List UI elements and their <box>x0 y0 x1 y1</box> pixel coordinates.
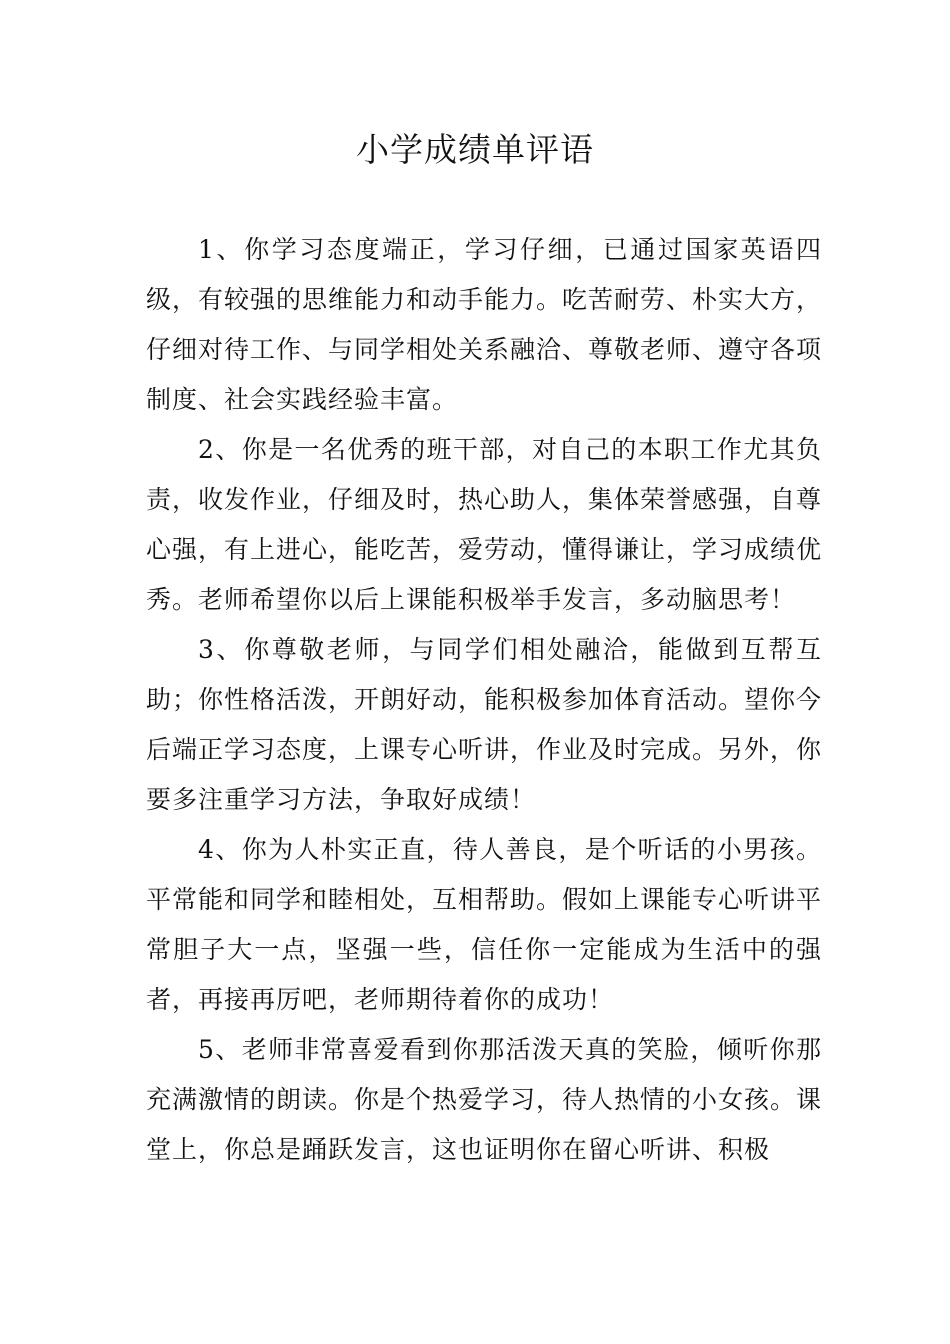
comment-paragraph-4: 4、你为人朴实正直，待人善良，是个听话的小男孩。平常能和同学和睦相处，互相帮助。假如上课能专心听讲平常胆子大一点，坚强一些，信任你一定能成为生活中的强者，再接再厉吧，老师期待着你的成功！ <box>146 835 823 1014</box>
comment-paragraph-2: 2、你是一名优秀的班干部，对自己的本职工作尤其负责，收发作业，仔细及时，热心助人，集体荣誉感强，自尊心强，有上进心，能吃苦，爱劳动，懂得谦让，学习成绩优秀。老师希望你以后上课能积极举手发言，多动脑思考！ <box>146 435 823 614</box>
document-body <box>146 225 822 1175</box>
document-title: 小学成绩单评语 <box>356 130 594 169</box>
comment-paragraph-1: 1、你学习态度端正，学习仔细，已通过国家英语四级，有较强的思维能力和动手能力。吃苦耐劳、朴实大方，仔细对待工作、与同学相处关系融洽、尊敬老师、遵守各项制度、社会实践经验丰富。 <box>146 235 823 414</box>
comment-paragraph-3: 3、你尊敬老师，与同学们相处融洽，能做到互帮互助；你性格活泼，开朗好动，能积极参加体育活动。望你今后端正学习态度，上课专心听讲，作业及时完成。另外，你要多注重学习方法，争取好成绩！ <box>146 635 823 814</box>
comment-paragraph-5: 5、老师非常喜爱看到你那活泼天真的笑脸，倾听你那充满激情的朗读。你是个热爱学习，待人热情的小女孩。课堂上，你总是踊跃发言，这也证明你在留心听讲、积极 <box>146 1035 823 1164</box>
